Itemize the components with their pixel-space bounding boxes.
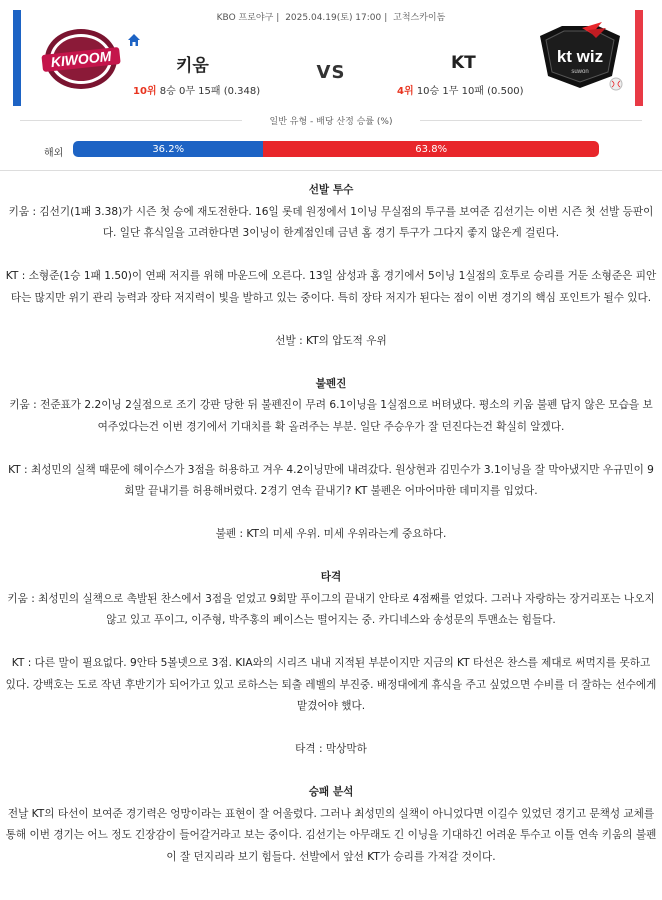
match-datetime: 2025.04.19(토) 17:00 — [285, 13, 382, 23]
home-color-bar — [13, 10, 21, 106]
analysis-text: 전날 KT의 타선이 보여준 경기력은 엉망이라는 표현이 잘 어울렸다. 그러나 최성민의 실책이 아니었다면 이길수 있었던 경기고 문책성 교체를 통해 이번 경기는 어느 정도 긴장감이 들어갈거라고 보는 중이다. 김선기는 아무래도 긴 이닝을 기대하긴 어려운 투수고 이틀 연속 키움의 불펜이 잘 던지리라 보기 힘들다. 선발에서 앞선 KT가 승리를 가져갈 것이다. — [5, 807, 657, 863]
home-icon — [127, 33, 141, 47]
away-team-rank: 4위 — [397, 86, 414, 97]
away-team-wl: 10승 1무 10패 (0.500) — [416, 86, 524, 97]
svg-text:suwon: suwon — [571, 69, 589, 75]
batting-kt: KT : 다른 말이 필요없다. 9안타 5볼넷으로 3점. KIA와의 시리즈 내내 지적된 부분이지만 지금의 KT 타선은 찬스를 제대로 써먹지를 못하고 있다. 강백호는 도로 작년 후반기가 되어가고 있고 로하스는 퇴출 레벨의 부진중. 배정대에게 휴식을 주고 싶었으면 수비를 더 잘하는 선수에게 맡겼어야 했다. — [5, 657, 657, 712]
betting-bar — [73, 141, 599, 157]
away-team-name: KT — [451, 53, 476, 73]
betting-title: 일반 유형 - 배당 산정 승률 (%) — [269, 117, 393, 127]
away-win-pct: 63.8% — [415, 143, 448, 155]
starter-summary: 선발 : KT의 압도적 우위 — [275, 334, 387, 347]
svg-text:kt wiz: kt wiz — [556, 47, 604, 66]
home-win-pct-bar — [73, 141, 263, 157]
bullpen-heading: 불펜진 — [315, 377, 347, 390]
away-color-bar — [635, 10, 643, 106]
home-team-name: 키움 — [176, 56, 209, 76]
ktwiz-logo — [532, 18, 628, 92]
section-divider — [0, 170, 662, 171]
analysis-heading: 승패 분석 — [308, 786, 354, 798]
bullpen-summary: 불펜 : KT의 미세 우위. 미세 우위라는게 중요하다. — [215, 528, 447, 540]
batting-kiwoom: 키움 : 최성민의 실책으로 촉발된 찬스에서 3점을 얻었고 9회말 푸이그의 끝내기 안타로 4점째를 얻었다. 그러나 자랑하는 장거리포는 나오지 않고 있고 푸이그, 이주형, 박주홍의 페이스는 떨어지는 중. 카디네스와 송성문의 투맨쇼는 힘들다. — [7, 592, 655, 626]
svg-text:KIWOOM: KIWOOM — [50, 47, 112, 71]
preview-content — [5, 180, 657, 868]
home-team-record — [133, 82, 260, 97]
away-team-record — [397, 82, 524, 97]
match-meta: KBO 프로야구 | 2025.04.19(토) 17:00 | 고척스카이돔 — [216, 13, 446, 23]
home-team-rank: 10위 — [133, 86, 157, 97]
home-win-pct: 36.2% — [152, 143, 185, 155]
match-header — [0, 0, 662, 112]
league-name: KBO 프로야구 — [216, 13, 274, 23]
starter-kt: KT : 소형준(1승 1패 1.50)이 연패 저지를 위해 마운드에 오른다. 13일 삼성과 홈 경기에서 5이닝 1실점의 호투로 승리를 거둔 소형준은 피안타는 많지만 위기 관리 능력과 장타 저지력이 빛을 발하고 있는 중이다. 특히 장타 저지가 된다는 점이 이번 경기의 핵심 포인트가 될수 있다. — [5, 270, 657, 304]
betting-row — [0, 138, 662, 160]
betting-label: 해외 — [44, 148, 64, 159]
bullpen-kt: KT : 최성민의 실책 때문에 헤이수스가 3점을 허용하고 겨우 4.2이닝만에 내려갔다. 원상현과 김민수가 3.1이닝을 잘 막아냈지만 우규민이 9회말 끝내기를 허용해버렸다. 2경기 연속 끝내기? KT 불펜은 어마어마한 데미지를 입었다. — [8, 463, 654, 497]
vs-label: VS — [316, 62, 346, 83]
home-team-wl: 8승 0무 15패 (0.348) — [159, 86, 261, 97]
batting-heading: 타격 — [320, 571, 342, 583]
starter-heading: 선발 투수 — [308, 184, 354, 196]
bullpen-kiwoom: 키움 : 전준표가 2.2이닝 2실점으로 조기 강판 당한 뒤 불펜진이 무려 6.1이닝을 1실점으로 버텨냈다. 평소의 키움 불펜 답지 않은 모습을 보여주었다는건 이번 경기에서 기대치를 확 올려주는 부분. 일단 주승우가 잘 던진다는건 확실히 알겠다. — [9, 399, 653, 433]
away-win-pct-bar — [263, 141, 599, 157]
stadium-name: 고척스카이돔 — [393, 13, 446, 23]
starter-kiwoom: 키움 : 김선기(1패 3.38)가 시즌 첫 승에 재도전한다. 16일 롯데 원정에서 1이닝 무실점의 투구를 보여준 김선기는 이번 시즌 첫 선발 등판이다. 일단 휴식일을 고려한다면 3이닝이 한계점인데 금년 홈 경기 투구가 그다지 좋지 않은게 걸린다. — [8, 205, 654, 239]
batting-summary: 타격 : 막상막하 — [295, 743, 367, 755]
